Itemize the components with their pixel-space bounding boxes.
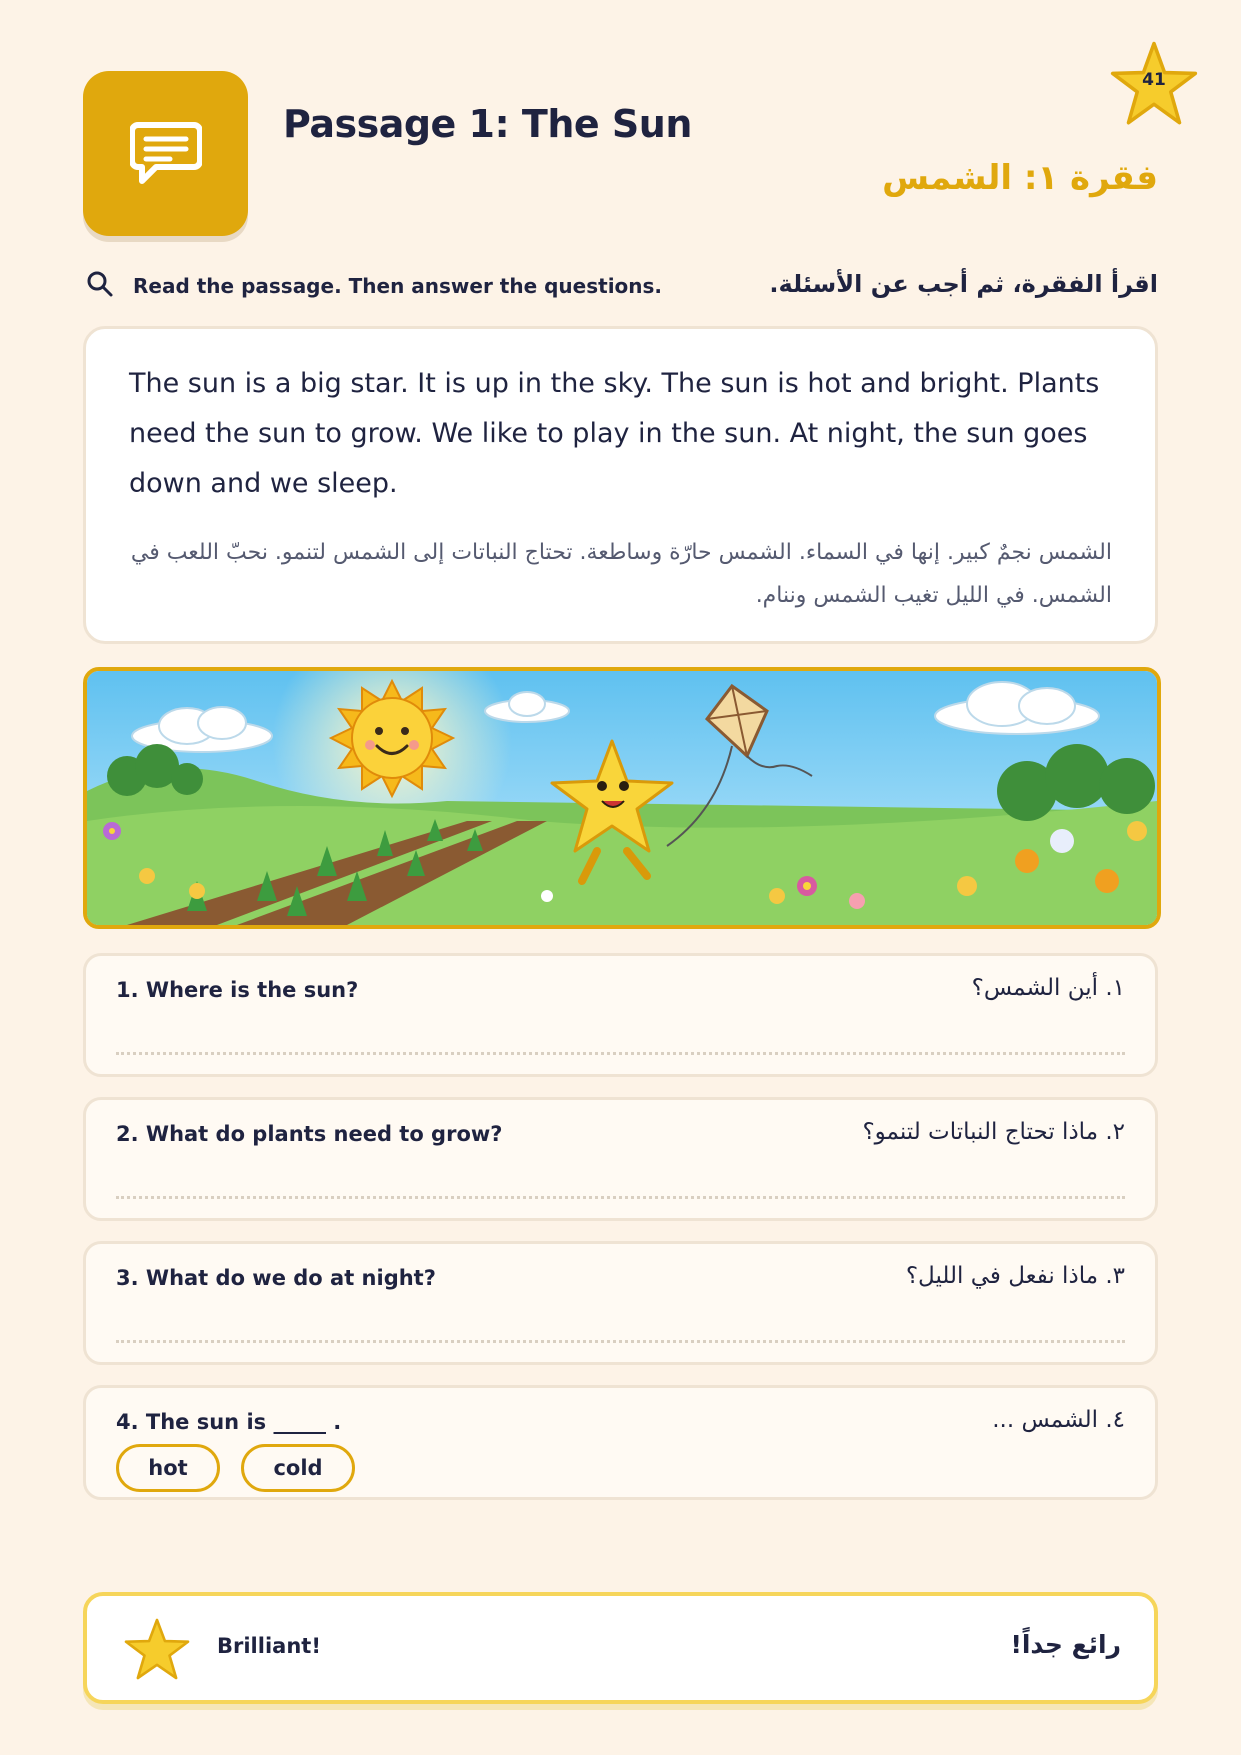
passage-card: [83, 326, 1158, 644]
question-text: 3. What do we do at night?: [116, 1266, 436, 1290]
instruction-text-arabic: اقرأ الفقرة، ثم أجب عن الأسئلة.: [769, 270, 1158, 298]
answer-line[interactable]: [116, 1052, 1125, 1055]
page-number: 41: [1142, 70, 1166, 90]
answer-line[interactable]: [116, 1196, 1125, 1199]
question-text-arabic: ١. أين الشمس؟: [971, 975, 1125, 1001]
option-cold-button[interactable]: cold: [241, 1444, 355, 1492]
question-card-3: [83, 1241, 1158, 1365]
question-text-arabic: ٢. ماذا تحتاج النباتات لتنمو؟: [862, 1119, 1125, 1145]
question-text: 4. The sun is _____ .: [116, 1410, 342, 1434]
chat-bubble-icon: [130, 121, 202, 187]
sunny-field-illustration: [83, 667, 1161, 929]
question-text: 2. What do plants need to grow?: [116, 1122, 503, 1146]
page-title-arabic: فقرة ١: الشمس: [882, 158, 1158, 198]
question-card-1: [83, 953, 1158, 1077]
question-text: 1. Where is the sun?: [116, 978, 359, 1002]
option-hot-button[interactable]: hot: [116, 1444, 220, 1492]
question-card-2: [83, 1097, 1158, 1221]
question-card-4: [83, 1385, 1158, 1500]
praise-text-arabic: رائع جداً!: [1010, 1630, 1121, 1659]
question-text-arabic: ٤. الشمس ...: [992, 1407, 1125, 1433]
search-icon: [86, 270, 114, 298]
answer-line[interactable]: [116, 1340, 1125, 1343]
praise-banner: [83, 1592, 1158, 1704]
passage-text-arabic: الشمس نجمٌ كبير. إنها في السماء. الشمس حارّة وساطعة. تحتاج النباتات إلى الشمس لتنمو. نحبّ اللعب في الشمس. في الليل تغيب الشمس وننام.: [130, 540, 1112, 608]
page-title: Passage 1: The Sun: [283, 102, 692, 146]
instruction-text: Read the passage. Then answer the questions.: [133, 274, 663, 298]
question-text-arabic: ٣. ماذا نفعل في الليل؟: [905, 1263, 1125, 1289]
praise-text: Brilliant!: [217, 1634, 321, 1658]
passage-text: The sun is a big star. It is up in the sky. The sun is hot and bright. Plants need the sun to grow. We like to play in the sun. At night, the sun goes down and we sleep.: [129, 368, 1100, 499]
star-icon: [124, 1618, 190, 1680]
section-icon-tile: [83, 71, 248, 236]
